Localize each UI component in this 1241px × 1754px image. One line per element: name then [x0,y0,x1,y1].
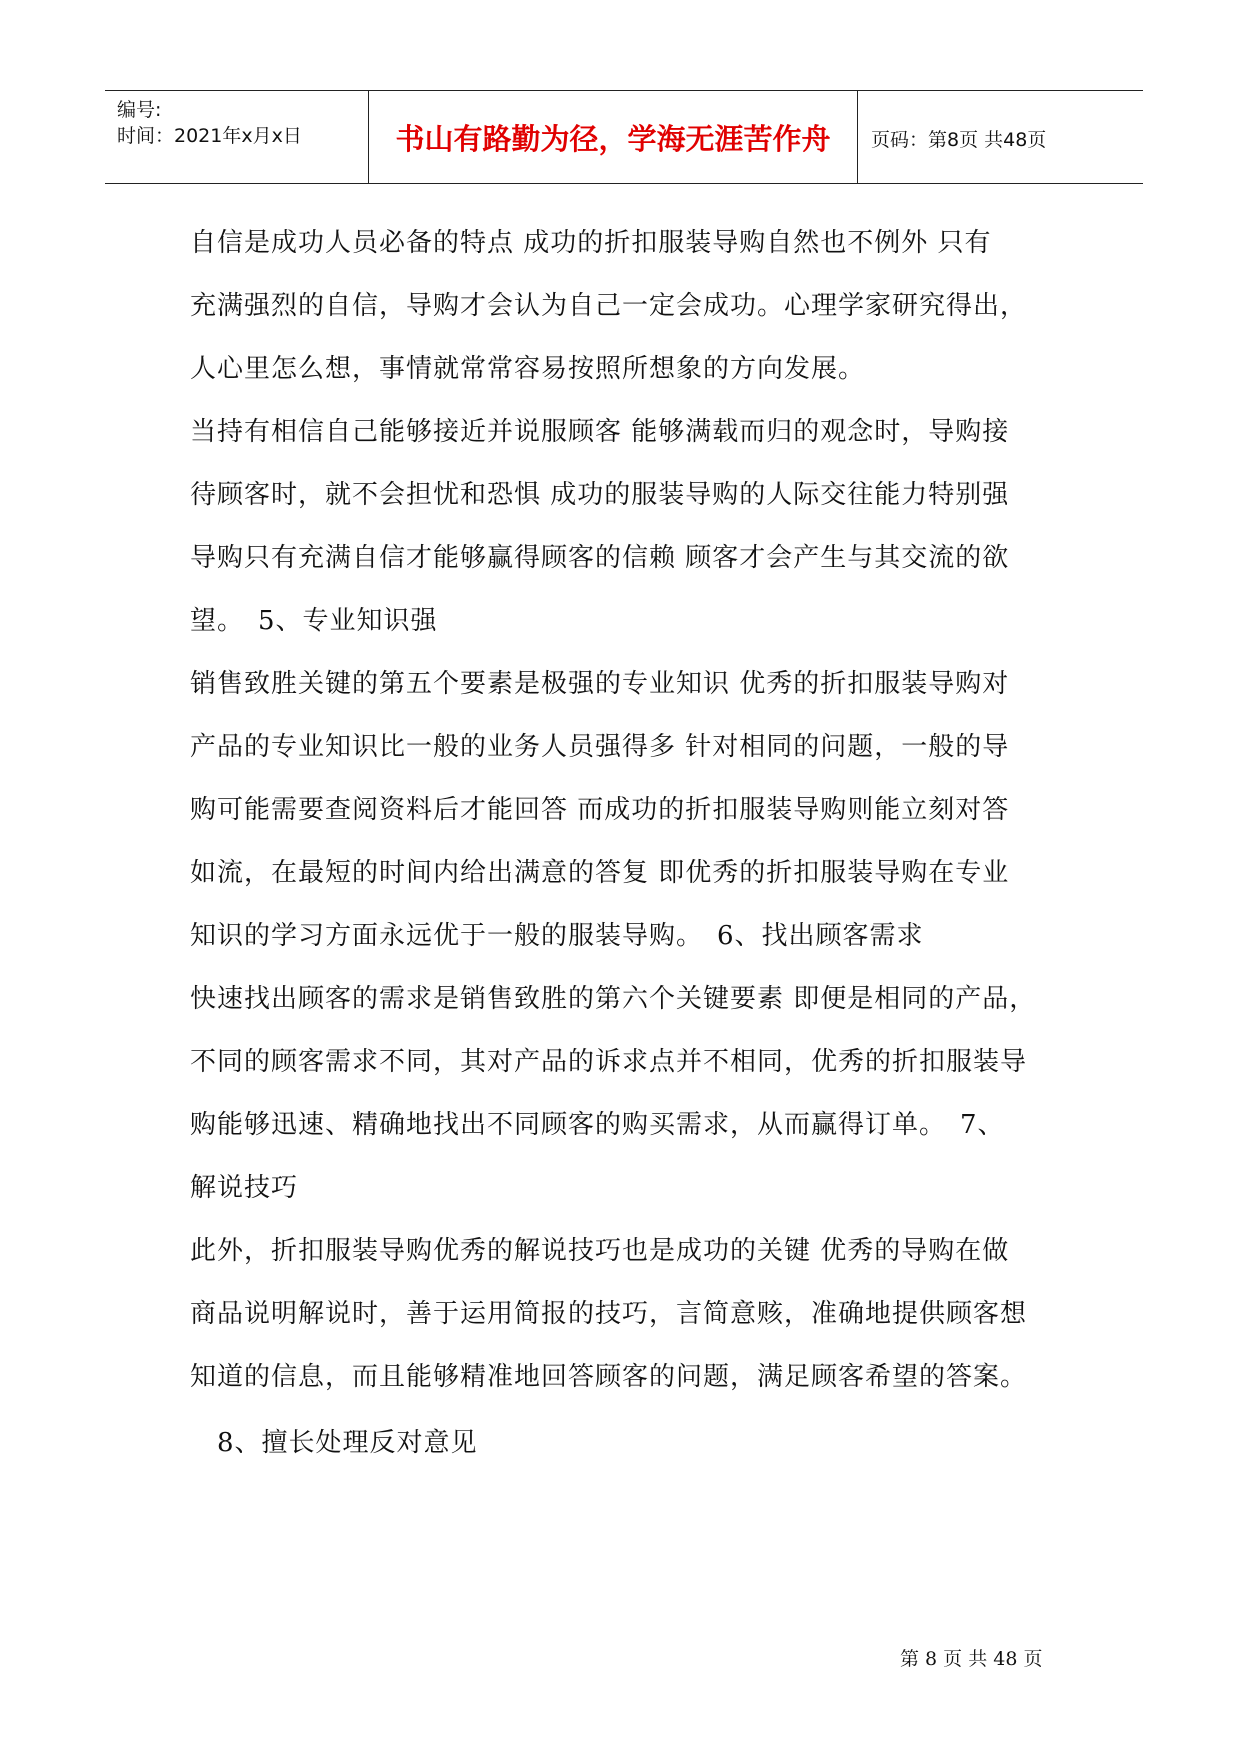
body-line: 不同的顾客需求不同，其对产品的诉求点并不相同，优秀的折扣服装导 [190,1047,1028,1077]
body-line: 产品的专业知识比一般的业务人员强得多 针对相同的问题，一般的导 [190,732,1010,762]
page-header [105,90,1143,184]
body-line: 当持有相信自己能够接近并说服顾客 能够满载而归的观念时，导购接 [190,417,1010,447]
body-line: 知道的信息，而且能够精准地回答顾客的问题，满足顾客希望的答案。 [190,1362,1028,1392]
body-line: 销售致胜关键的第五个要素是极强的专业知识 优秀的折扣服装导购对 [190,669,1010,699]
page-footer: 第 8 页 共 48 页 [900,1648,1043,1670]
body-line: 此外，折扣服装导购优秀的解说技巧也是成功的关键 优秀的导购在做 [190,1236,1010,1266]
body-line: 购能够迅速、精确地找出不同顾客的购买需求，从而赢得订单。 7、 [190,1110,1005,1140]
body-line: 购可能需要查阅资料后才能回答 而成功的折扣服装导购则能立刻对答 [190,795,1010,825]
body-line: 待顾客时，就不会担忧和恐惧 成功的服装导购的人际交往能力特别强 [190,480,1010,510]
body-line: 解说技巧 [190,1173,299,1203]
body-line: 充满强烈的自信，导购才会认为自己一定会成功。心理学家研究得出， [190,291,1028,321]
body-line: 人心里怎么想，事情就常常容易按照所想象的方向发展。 [190,354,866,384]
number-label: 编号: [117,99,162,121]
body-line: 8、擅长处理反对意见 [190,1428,478,1458]
body-line: 商品说明解说时，善于运用简报的技巧，言简意赅，准确地提供顾客想 [190,1299,1028,1329]
body-line: 导购只有充满自信才能够赢得顾客的信赖 顾客才会产生与其交流的欲 [190,543,1010,573]
header-meta-cell [105,91,368,183]
header-motto-cell [368,91,858,183]
body-line: 如流，在最短的时间内给出满意的答复 即优秀的折扣服装导购在专业 [190,858,1010,888]
time-label: 时间：2021年x月x日 [117,125,302,147]
body-line: 知识的学习方面永远优于一般的服装导购。 6、找出顾客需求 [190,921,924,951]
header-page-cell [857,91,1143,183]
motto: 书山有路勤为径，学海无涯苦作舟 [395,122,831,156]
body-line: 快速找出顾客的需求是销售致胜的第六个关键要素 即便是相同的产品， [190,984,1037,1014]
body-line: 望。 5、专业知识强 [190,606,438,636]
page-info: 页码：第8页 共48页 [871,129,1047,151]
body-line: 自信是成功人员必备的特点 成功的折扣服装导购自然也不例外 只有 [190,228,992,258]
